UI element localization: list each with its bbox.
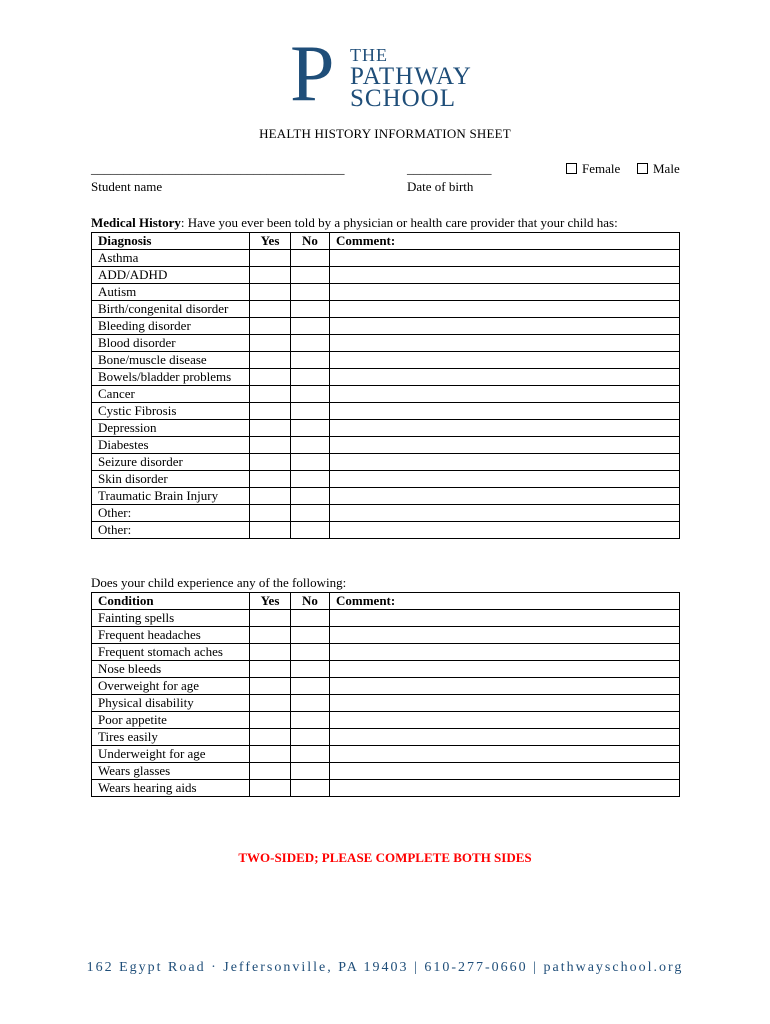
yes-header: Yes [250,593,291,610]
no-cell[interactable] [291,644,330,661]
no-cell[interactable] [291,301,330,318]
yes-cell[interactable] [250,267,291,284]
no-cell[interactable] [291,267,330,284]
comment-cell[interactable] [330,386,680,403]
comment-cell[interactable] [330,403,680,420]
yes-cell[interactable] [250,780,291,797]
table-row [92,403,680,420]
yes-cell[interactable] [250,678,291,695]
comment-cell[interactable] [330,627,680,644]
no-cell[interactable] [291,369,330,386]
table-row [92,678,680,695]
row-label: Overweight for age [92,678,250,695]
no-cell[interactable] [291,746,330,763]
no-cell[interactable] [291,712,330,729]
yes-cell[interactable] [250,763,291,780]
row-label: Poor appetite [92,712,250,729]
row-label: Nose bleeds [92,661,250,678]
table-row [92,644,680,661]
comment-cell[interactable] [330,729,680,746]
medical-history-intro [91,215,618,231]
yes-cell[interactable] [250,386,291,403]
yes-cell[interactable] [250,403,291,420]
logo-wordmark [350,44,472,110]
no-cell[interactable] [291,403,330,420]
no-cell[interactable] [291,627,330,644]
row-label: Skin disorder [92,471,250,488]
comment-cell[interactable] [330,437,680,454]
row-label: Tires easily [92,729,250,746]
no-cell[interactable] [291,437,330,454]
yes-header: Yes [250,233,291,250]
row-label: Bowels/bladder problems [92,369,250,386]
yes-cell[interactable] [250,729,291,746]
comment-cell[interactable] [330,678,680,695]
female-label: Female [582,161,621,176]
yes-cell[interactable] [250,250,291,267]
no-cell[interactable] [291,471,330,488]
table-row [92,712,680,729]
yes-cell[interactable] [250,712,291,729]
row-label: Cystic Fibrosis [92,403,250,420]
row-label: Wears hearing aids [92,780,250,797]
row-label: Seizure disorder [92,454,250,471]
yes-cell[interactable] [250,471,291,488]
male-label: Male [653,161,680,176]
diagnosis-header: Diagnosis [92,233,250,250]
no-cell[interactable] [291,454,330,471]
table-row [92,661,680,678]
table-row [92,610,680,627]
row-label: Other: [92,522,250,539]
table-row [92,746,680,763]
yes-cell[interactable] [250,420,291,437]
row-label: Wears glasses [92,763,250,780]
medical-history-heading: Medical History [91,215,181,230]
yes-cell[interactable] [250,661,291,678]
date-of-birth-field[interactable]: _____________ [407,161,492,176]
yes-cell[interactable] [250,746,291,763]
table-row [92,471,680,488]
two-sided-notice: TWO-SIDED; PLEASE COMPLETE BOTH SIDES [238,850,532,865]
comment-cell[interactable] [330,284,680,301]
row-label: Underweight for age [92,746,250,763]
school-address-footer: 162 Egypt Road · Jeffersonville, PA 19403 | 610-277-0660 | pathwayschool.org [86,960,684,975]
no-cell[interactable] [291,335,330,352]
row-label: Frequent stomach aches [92,644,250,661]
no-cell[interactable] [291,420,330,437]
table-row [92,695,680,712]
medical-history-question: : Have you ever been told by a physician or health care provider that your child has: [180,215,618,230]
table-row [92,369,680,386]
no-cell[interactable] [291,250,330,267]
no-cell[interactable] [291,695,330,712]
logo-letter: P [290,30,333,118]
student-name-field[interactable]: _______________________________________ [91,161,345,176]
table-row [92,335,680,352]
table-row [92,301,680,318]
table-row [92,437,680,454]
conditions-intro: Does your child experience any of the following: [91,575,347,590]
yes-cell[interactable] [250,284,291,301]
table-row [92,386,680,403]
no-cell[interactable] [291,284,330,301]
condition-header: Condition [92,593,250,610]
no-cell[interactable] [291,522,330,539]
no-cell[interactable] [291,729,330,746]
page-title: HEALTH HISTORY INFORMATION SHEET [259,126,511,141]
row-label: Diabestes [92,437,250,454]
male-checkbox[interactable] [637,163,648,174]
comment-cell[interactable] [330,335,680,352]
student-name-label: Student name [91,179,163,194]
row-label: Bone/muscle disease [92,352,250,369]
comment-cell[interactable] [330,352,680,369]
yes-cell[interactable] [250,335,291,352]
table-header-row [92,233,680,250]
no-cell[interactable] [291,488,330,505]
table-row [92,318,680,335]
table-row [92,505,680,522]
conditions-table [91,592,680,797]
comment-header: Comment: [330,593,680,610]
comment-cell[interactable] [330,644,680,661]
comment-cell[interactable] [330,695,680,712]
comment-cell[interactable] [330,420,680,437]
no-cell[interactable] [291,678,330,695]
school-logo [290,30,485,118]
comment-cell[interactable] [330,610,680,627]
no-cell[interactable] [291,661,330,678]
row-label: Asthma [92,250,250,267]
no-header: No [291,593,330,610]
no-header: No [291,233,330,250]
yes-cell[interactable] [250,437,291,454]
table-row [92,267,680,284]
logo-line-2: PATHWAY [350,63,472,90]
no-cell[interactable] [291,763,330,780]
table-row [92,488,680,505]
yes-cell[interactable] [250,301,291,318]
table-row [92,352,680,369]
female-checkbox[interactable] [566,163,577,174]
logo-line-3: SCHOOL [350,85,457,112]
comment-cell[interactable] [330,471,680,488]
yes-cell[interactable] [250,352,291,369]
male-option[interactable] [637,161,680,177]
yes-cell[interactable] [250,522,291,539]
no-cell[interactable] [291,386,330,403]
yes-cell[interactable] [250,454,291,471]
comment-cell[interactable] [330,763,680,780]
comment-header: Comment: [330,233,680,250]
row-label: ADD/ADHD [92,267,250,284]
female-option[interactable] [566,161,620,177]
row-label: Depression [92,420,250,437]
comment-cell[interactable] [330,780,680,797]
comment-cell[interactable] [330,661,680,678]
no-cell[interactable] [291,352,330,369]
row-label: Bleeding disorder [92,318,250,335]
row-label: Fainting spells [92,610,250,627]
no-cell[interactable] [291,318,330,335]
yes-cell[interactable] [250,644,291,661]
yes-cell[interactable] [250,369,291,386]
diagnosis-table [91,232,680,539]
row-label: Blood disorder [92,335,250,352]
no-cell[interactable] [291,610,330,627]
no-cell[interactable] [291,505,330,522]
table-row [92,250,680,267]
yes-cell[interactable] [250,627,291,644]
table-row [92,522,680,539]
table-row [92,454,680,471]
comment-cell[interactable] [330,522,680,539]
row-label: Autism [92,284,250,301]
comment-cell[interactable] [330,454,680,471]
row-label: Traumatic Brain Injury [92,488,250,505]
comment-cell[interactable] [330,267,680,284]
yes-cell[interactable] [250,318,291,335]
table-row [92,284,680,301]
comment-cell[interactable] [330,250,680,267]
row-label: Cancer [92,386,250,403]
yes-cell[interactable] [250,610,291,627]
comment-cell[interactable] [330,488,680,505]
yes-cell[interactable] [250,695,291,712]
comment-cell[interactable] [330,505,680,522]
table-row [92,729,680,746]
table-header-row [92,593,680,610]
yes-cell[interactable] [250,488,291,505]
table-row [92,627,680,644]
logo-line-1: THE [350,45,388,65]
no-cell[interactable] [291,780,330,797]
comment-cell[interactable] [330,746,680,763]
comment-cell[interactable] [330,318,680,335]
table-row [92,780,680,797]
row-label: Frequent headaches [92,627,250,644]
row-label: Physical disability [92,695,250,712]
row-label: Other: [92,505,250,522]
yes-cell[interactable] [250,505,291,522]
table-row [92,763,680,780]
comment-cell[interactable] [330,301,680,318]
table-row [92,420,680,437]
date-of-birth-label: Date of birth [407,179,474,194]
row-label: Birth/congenital disorder [92,301,250,318]
comment-cell[interactable] [330,369,680,386]
comment-cell[interactable] [330,712,680,729]
